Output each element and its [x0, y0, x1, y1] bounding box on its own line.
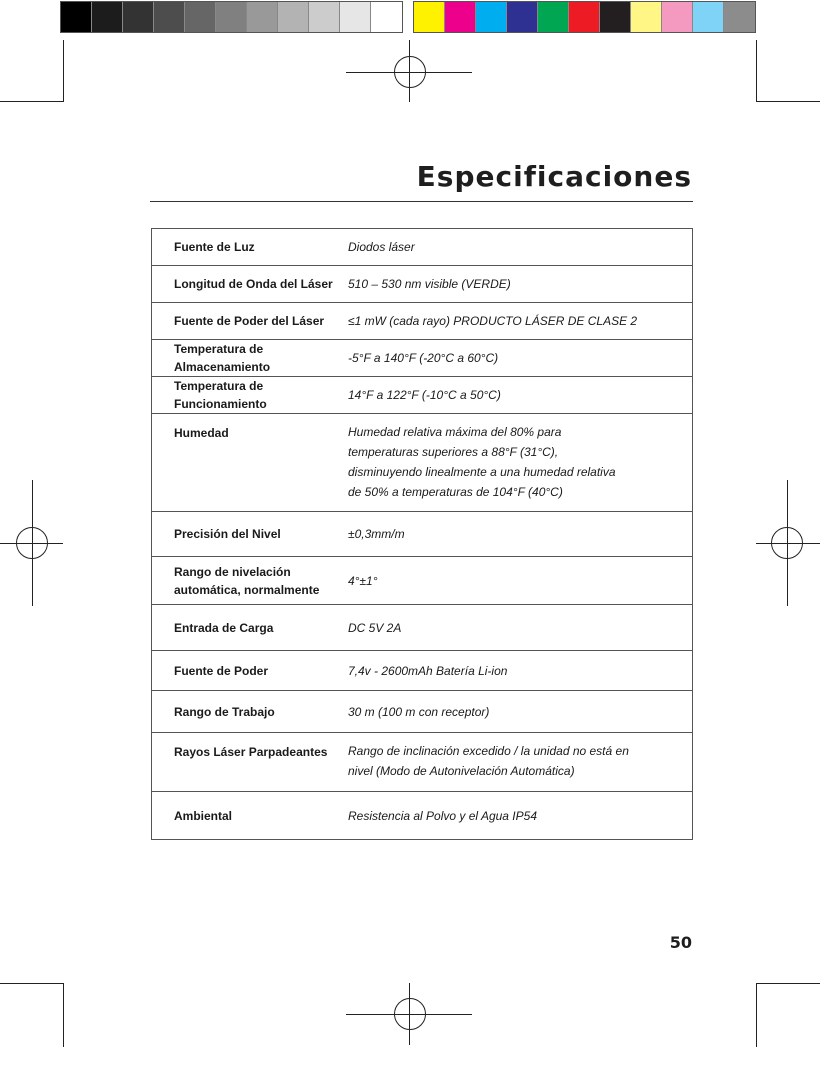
spec-value: Diodos láser	[348, 240, 415, 254]
color-calibration-bar	[413, 1, 756, 33]
spec-value: ±0,3mm/m	[348, 527, 405, 541]
spec-label-line: Rango de nivelación	[174, 564, 291, 579]
spec-value-line: de 50% a temperaturas de 104°F (40°C)	[348, 485, 563, 499]
color-swatch	[724, 2, 755, 32]
spec-label: Temperatura de Almacenamiento	[174, 342, 271, 374]
spec-value-line: Rango de inclinación excedido / la unidad no está en	[348, 744, 629, 758]
specifications-table	[151, 228, 693, 840]
table-row	[152, 229, 692, 266]
registration-line	[787, 480, 788, 606]
crop-mark	[0, 983, 63, 984]
spec-value: 30 m (100 m con receptor)	[348, 704, 490, 719]
color-swatch	[123, 2, 154, 32]
color-swatch	[445, 2, 476, 32]
table-row	[152, 733, 692, 792]
table-row	[152, 340, 692, 377]
color-swatch	[61, 2, 92, 32]
color-swatch	[538, 2, 569, 32]
spec-label-line: automática, normalmente	[174, 582, 320, 597]
color-swatch	[247, 2, 278, 32]
color-swatch	[185, 2, 216, 32]
color-swatch	[92, 2, 123, 32]
color-swatch	[340, 2, 371, 32]
table-row	[152, 266, 692, 303]
crop-mark	[756, 101, 820, 102]
spec-value-line: Humedad relativa máxima del 80% para	[348, 425, 562, 439]
spec-label	[152, 563, 348, 599]
registration-line	[32, 480, 33, 606]
spec-label: Precisión del Nivel	[174, 527, 281, 541]
crop-mark	[756, 40, 757, 102]
spec-label: Longitud de Onda del Láser	[174, 277, 333, 291]
spec-value-line: temperaturas superiores a 88°F (31°C),	[348, 445, 559, 459]
page-title: Especificaciones	[416, 160, 692, 193]
spec-value: 7,4v - 2600mAh Batería Li-ion	[348, 663, 508, 678]
page-number: 50	[669, 933, 692, 952]
spec-value: -5°F a 140°F (-20°C a 60°C)	[348, 351, 499, 365]
spec-value-line: nivel (Modo de Autonivelación Automática)	[348, 764, 575, 778]
spec-label: Fuente de Luz	[174, 240, 255, 254]
color-swatch	[631, 2, 662, 32]
table-row	[152, 605, 692, 651]
spec-value: DC 5V 2A	[348, 620, 402, 635]
color-swatch	[662, 2, 693, 32]
table-row	[152, 557, 692, 605]
spec-value: 4°±1°	[348, 573, 378, 588]
color-swatch	[371, 2, 402, 32]
crop-mark	[756, 983, 757, 1047]
spec-label: Fuente de Poder del Láser	[174, 314, 325, 328]
crop-mark	[756, 983, 820, 984]
title-divider	[150, 201, 693, 202]
color-swatch	[693, 2, 724, 32]
spec-label: Rayos Láser Parpadeantes	[174, 745, 328, 759]
spec-label: Fuente de Poder	[174, 663, 269, 678]
table-row	[152, 792, 692, 840]
registration-line	[756, 543, 820, 544]
spec-value-line: disminuyendo linealmente a una humedad relativa	[348, 465, 616, 479]
table-row	[152, 691, 692, 733]
table-row	[152, 377, 692, 414]
color-swatch	[414, 2, 445, 32]
color-swatch	[278, 2, 309, 32]
spec-value: ≤1 mW (cada rayo) PRODUCTO LÁSER DE CLASE 2	[348, 314, 638, 328]
color-swatch	[154, 2, 185, 32]
crop-mark	[0, 101, 63, 102]
spec-label: Ambiental	[174, 808, 233, 823]
spec-value	[348, 414, 692, 502]
color-swatch	[600, 2, 631, 32]
spec-label: Humedad	[174, 426, 229, 440]
table-row	[152, 512, 692, 557]
registration-line	[409, 40, 410, 102]
spec-label: Temperatura de Funcionamiento	[174, 379, 267, 411]
spec-label: Rango de Trabajo	[174, 704, 275, 719]
table-row	[152, 651, 692, 691]
gray-calibration-bar	[60, 1, 403, 33]
table-row	[152, 414, 692, 512]
registration-line	[409, 983, 410, 1045]
color-swatch	[569, 2, 600, 32]
crop-mark	[63, 40, 64, 102]
spec-value: 14°F a 122°F (-10°C a 50°C)	[348, 388, 501, 402]
color-swatch	[507, 2, 538, 32]
color-swatch	[216, 2, 247, 32]
spec-value: Resistencia al Polvo y el Agua IP54	[348, 808, 537, 823]
table-row	[152, 303, 692, 340]
spec-label: Entrada de Carga	[174, 620, 274, 635]
crop-mark	[63, 983, 64, 1047]
color-swatch	[476, 2, 507, 32]
color-swatch	[309, 2, 340, 32]
spec-value	[348, 733, 692, 781]
spec-value: 510 – 530 nm visible (VERDE)	[348, 277, 511, 291]
